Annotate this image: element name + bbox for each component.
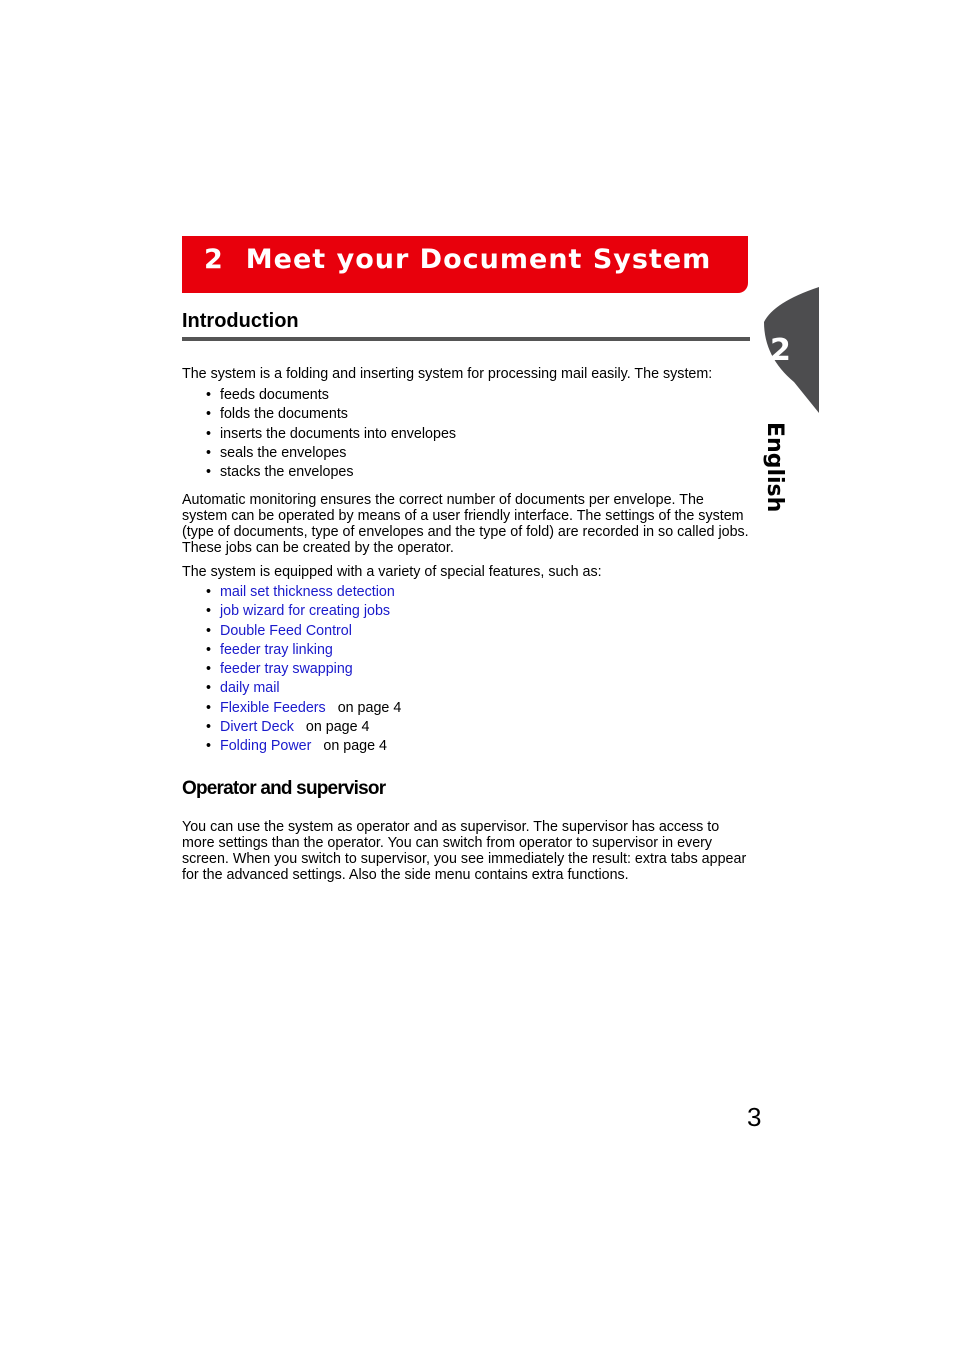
chapter-title-text: Meet your Document System: [245, 244, 712, 275]
operator-heading: Operator and supervisor: [182, 778, 386, 799]
list-item: • job wizard for creating jobs: [206, 603, 391, 620]
feature-list: [206, 583, 401, 757]
list-item: • folds the documents: [206, 406, 348, 423]
page-reference: on page 4: [323, 738, 387, 755]
list-item: • Divert Deck on page 4: [206, 719, 370, 736]
function-list: [206, 386, 456, 482]
list-item: • Double Feed Control: [206, 622, 352, 639]
feature-link[interactable]: Folding Power: [220, 738, 312, 755]
list-item: • mail set thickness detection: [206, 584, 395, 600]
side-tab-number: 2: [770, 333, 791, 368]
intro-paragraph: The system is a folding and inserting system for processing mail easily. The system:: [182, 366, 713, 382]
list-item: • daily mail: [206, 680, 280, 697]
feature-link[interactable]: feeder tray swapping: [220, 661, 353, 678]
chapter-banner: [182, 236, 748, 293]
list-item: • stacks the envelopes: [206, 464, 354, 481]
chapter-title: [204, 244, 711, 275]
list-item: • Flexible Feeders on page 4: [206, 699, 402, 716]
feature-link[interactable]: job wizard for creating jobs: [220, 603, 391, 620]
feature-link[interactable]: mail set thickness detection: [220, 584, 395, 600]
chapter-number: 2: [204, 244, 224, 275]
page-reference: on page 4: [305, 719, 370, 736]
operator-paragraph: You can use the system as operator and as supervisor. The supervisor has access to more settings than the operator. You can switch from operator to supervisor in every screen. When you switch to supervisor, you see immediately the result: extra tabs appear for the advanced settings. Also the side menu contains extra functions.: [182, 819, 747, 883]
language-label: English: [762, 422, 787, 513]
feature-link[interactable]: Double Feed Control: [220, 622, 352, 639]
page-reference: on page 4: [337, 699, 402, 716]
list-item: • feeder tray linking: [206, 641, 333, 658]
feature-link[interactable]: Divert Deck: [220, 719, 294, 736]
list-item: • seals the envelopes: [206, 444, 347, 461]
section-divider: [182, 337, 750, 341]
introduction-heading: Introduction: [182, 310, 299, 332]
chapter-side-tab: [764, 287, 819, 413]
feature-link[interactable]: daily mail: [220, 680, 280, 697]
feature-link[interactable]: Flexible Feeders: [220, 699, 326, 716]
monitoring-paragraph: Automatic monitoring ensures the correct number of documents per envelope. The system can be operated by means of a user friendly interface. The settings of the system (type of documents, type of envelopes and the type of fold) are recorded in so called jobs. These jobs can be created by the operator.: [182, 492, 749, 556]
features-intro-paragraph: The system is equipped with a variety of special features, such as:: [182, 564, 602, 580]
list-item: • feeds documents: [206, 387, 329, 403]
list-item: • inserts the documents into envelopes: [206, 425, 457, 442]
feature-link[interactable]: feeder tray linking: [220, 641, 333, 658]
page-number: 3: [747, 1102, 762, 1132]
list-item: • feeder tray swapping: [206, 661, 353, 678]
list-item: • Folding Power on page 4: [206, 738, 387, 755]
